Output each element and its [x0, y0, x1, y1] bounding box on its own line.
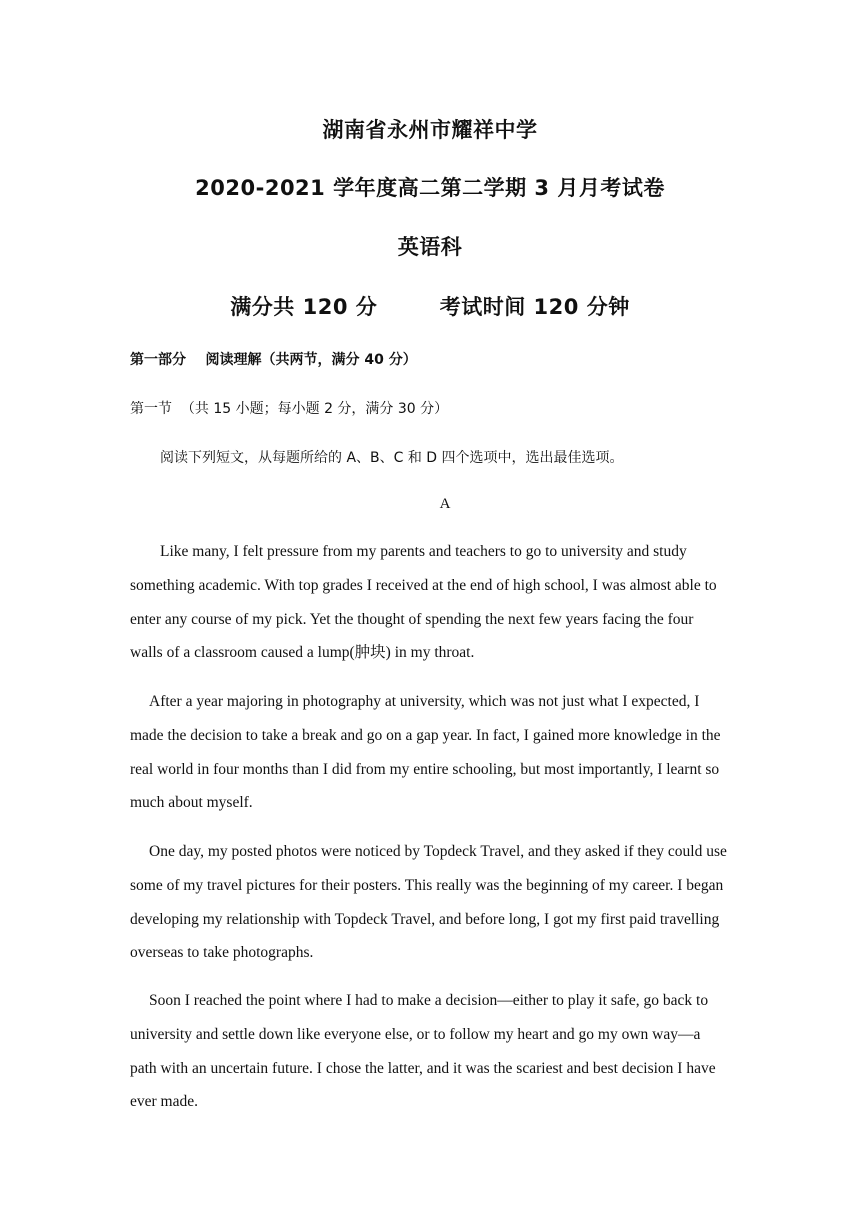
subject-title: 英语科 [397, 235, 463, 259]
paragraph-4: Soon I reached the point where I had to make a decision—either to play it safe, go back to university and settle down like everyone else, or to follow my heart and go my own way—a path with an uncertain future. I chose the latter, and it was the scariest and best decision I have ever made. [130, 992, 716, 1111]
part-heading: 第一部分 阅读理解（共两节，满分 40 分） [130, 352, 417, 368]
subsection-heading: 第一节 （共 15 小题；每小题 2 分，满分 30 分） [130, 401, 449, 417]
instruction-text: 阅读下列短文，从每题所给的 A、B、C 和 D 四个选项中，选出最佳选项。 [160, 450, 624, 466]
school-name: 湖南省永州市耀祥中学 [322, 118, 538, 142]
exam-title: 2020-2021 学年度高二第二学期 3 月月考试卷 [195, 176, 665, 200]
paragraph-2: After a year majoring in photography at university, which was not just what I expected, I made the decision to take a break and go on a gap year. In fact, I gained more knowledge in the real world in four months than I did from my entire schooling, but most importantly, I learnt so much about myself. [130, 693, 721, 812]
paragraph-3: One day, my posted photos were noticed by Topdeck Travel, and they asked if they could use some of my travel pictures for their posters. This really was the beginning of my career. I began developing my relationship with Topdeck Travel, and before long, I got my first paid travelling overseas to take photographs. [130, 843, 727, 962]
paragraph-1: Like many, I felt pressure from my parents and teachers to go to university and study something academic. With top grades I received at the end of high school, I was almost able to enter any course of my pick. Yet the thought of spending the next few years facing the four walls of a classroom caused a lump(肿块) in my throat. [130, 543, 717, 662]
score-time-line: 满分共 120 分 考试时间 120 分钟 [230, 295, 630, 319]
passage-label: A [439, 496, 451, 512]
